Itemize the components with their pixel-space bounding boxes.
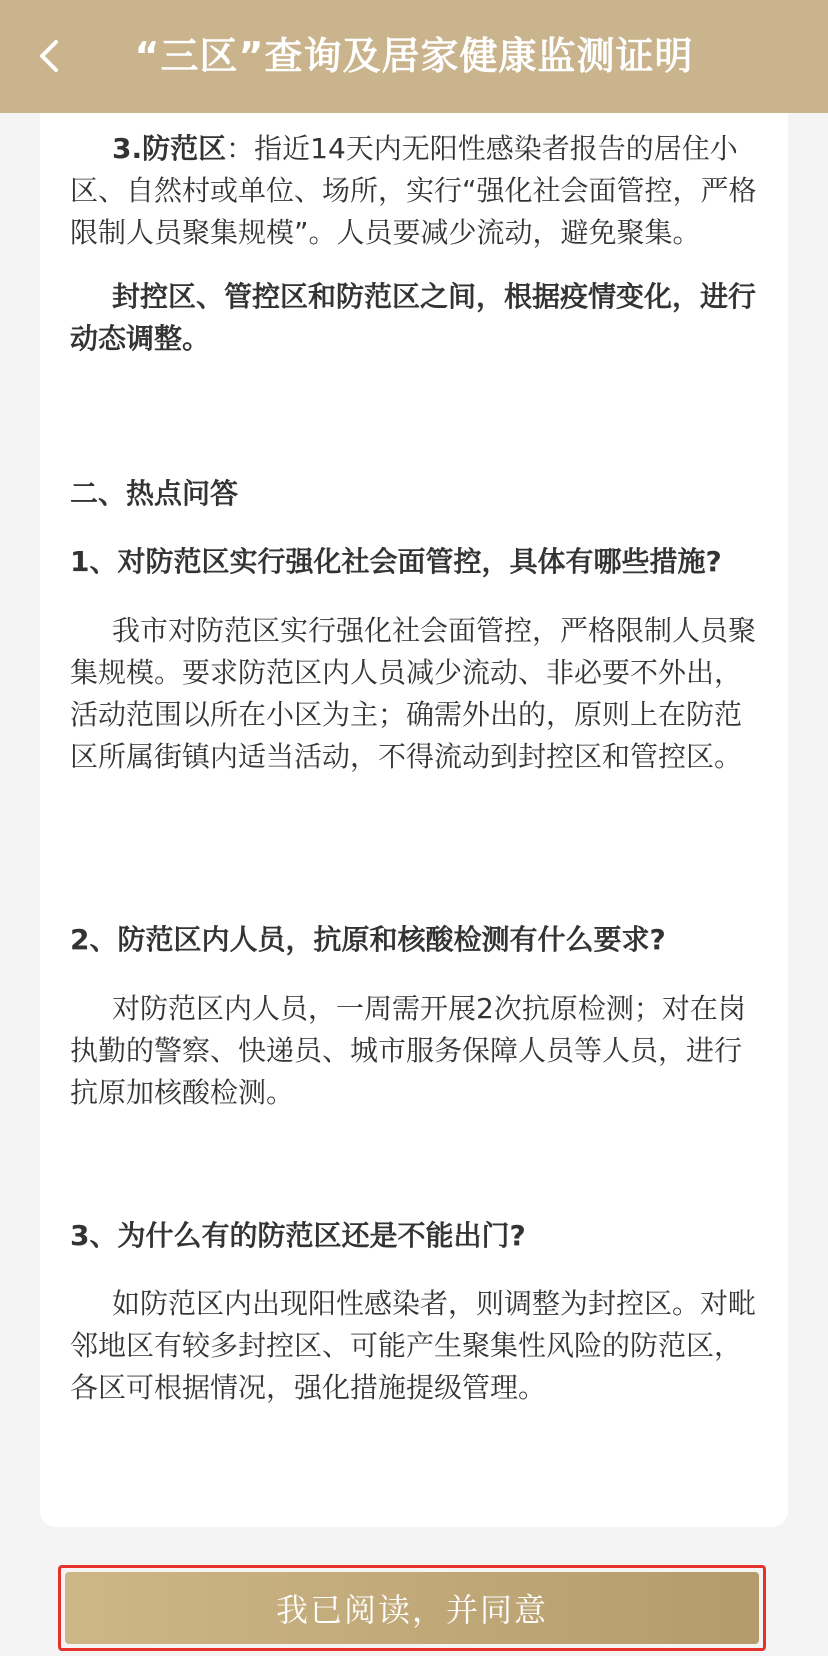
answer-2: 对防范区内人员，一周需开展2次抗原检测；对在岗执勤的警察、快递员、城市服务保障人员等人员，进行抗原加核酸检测。	[70, 992, 746, 1109]
app-header	[0, 0, 828, 113]
paragraph-dynamic-adjustment: 封控区、管控区和防范区之间，根据疫情变化，进行动态调整。	[70, 280, 757, 355]
answer-3: 如防范区内出现阳性感染者，则调整为封控区。对毗邻地区有较多封控区、可能产生聚集性风险的防范区，各区可根据情况，强化措施提级管理。	[70, 1287, 757, 1404]
paragraph-prevention-zone	[70, 128, 760, 254]
question-2: 2、防范区内人员，抗原和核酸检测有什么要求?	[70, 923, 666, 956]
prevention-zone-definition: ：指近14天内无阳性感染者报告的居住小区、自然村或单位、场所，实行“强化社会面管控，严格限制人员聚集规模”。人员要减少流动，避免聚集。	[70, 132, 757, 249]
section-title-hot-qa: 二、热点问答	[70, 477, 239, 510]
agree-button-highlight	[58, 1565, 766, 1651]
agree-button[interactable]: 我已阅读，并同意	[65, 1572, 759, 1644]
prevention-zone-term: 3.防范区	[112, 132, 227, 165]
answer-1: 我市对防范区实行强化社会面管控，严格限制人员聚集规模。要求防范区内人员减少流动、非必要不外出，活动范围以所在小区为主；确需外出的，原则上在防范区所属街镇内适当活动，不得流动到封控区和管控区。	[70, 614, 757, 773]
question-1: 1、对防范区实行强化社会面管控，具体有哪些措施?	[70, 545, 722, 578]
page-title: “三区”查询及居家健康监测证明	[134, 34, 694, 78]
question-3: 3、为什么有的防范区还是不能出门?	[70, 1219, 526, 1252]
